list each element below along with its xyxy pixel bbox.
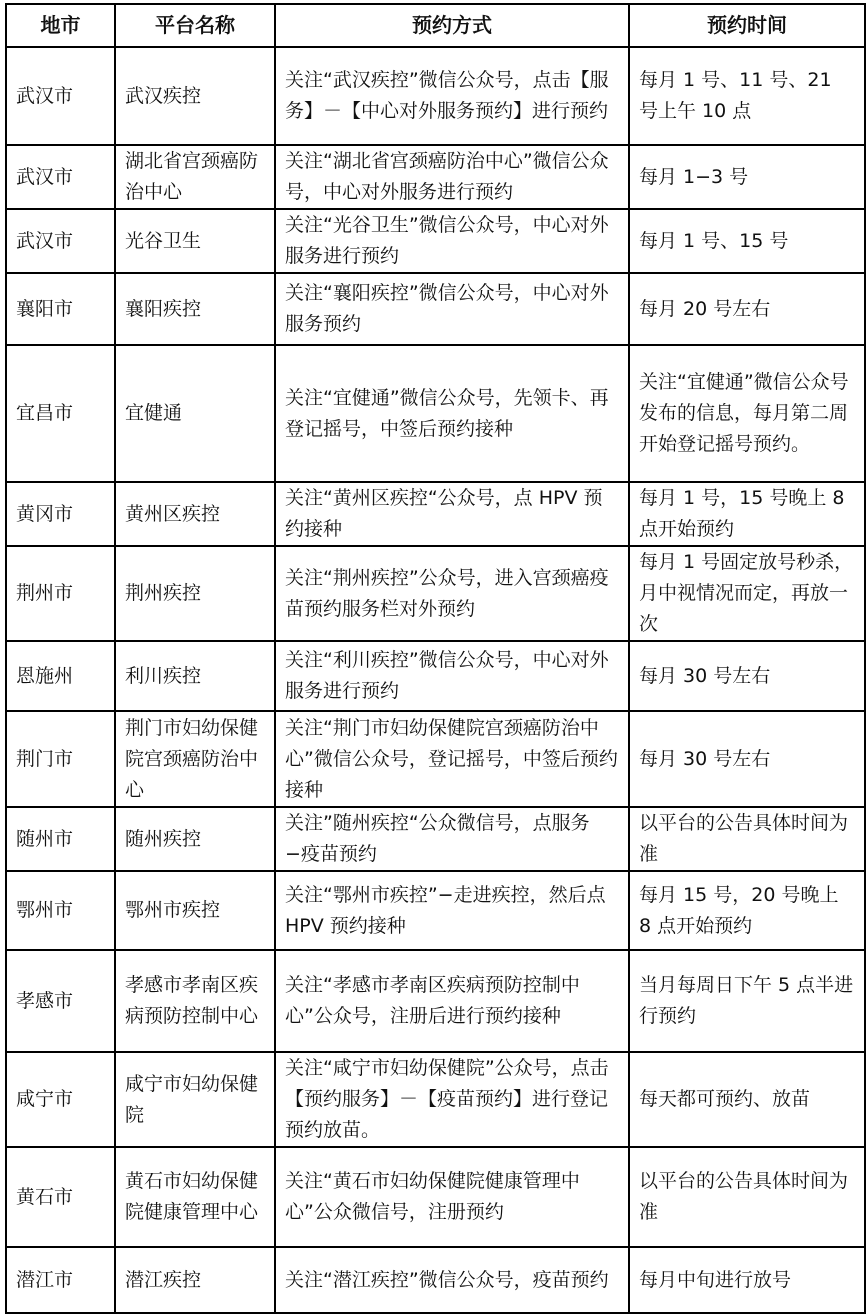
cell-method: 关注“荆门市妇幼保健院宫颈癌防治中心”微信公众号，登记摇号，中签后预约接种 — [275, 711, 629, 807]
cell-time: 每月 15 号，20 号晚上 8 点开始预约 — [629, 871, 865, 950]
cell-platform: 鄂州市疾控 — [115, 871, 275, 950]
table-row — [6, 345, 865, 482]
cell-city: 咸宁市 — [6, 1052, 115, 1147]
cell-method: 关注“鄂州市疾控”−走进疾控，然后点 HPV 预约接种 — [275, 871, 629, 950]
table-row — [6, 950, 865, 1052]
cell-time: 以平台的公告具体时间为准 — [629, 1147, 865, 1247]
cell-platform: 随州疾控 — [115, 807, 275, 871]
cell-time: 每月 1−3 号 — [629, 145, 865, 209]
cell-platform: 咸宁市妇幼保健院 — [115, 1052, 275, 1147]
cell-platform: 光谷卫生 — [115, 209, 275, 273]
cell-time: 关注“宜健通”微信公众号发布的信息，每月第二周开始登记摇号预约。 — [629, 345, 865, 482]
cell-city: 恩施州 — [6, 641, 115, 711]
cell-method: 关注“宜健通”微信公众号，先领卡、再登记摇号，中签后预约接种 — [275, 345, 629, 482]
cell-method: 关注“荆州疾控”公众号，进入宫颈癌疫苗预约服务栏对外预约 — [275, 546, 629, 641]
cell-city: 黄冈市 — [6, 482, 115, 546]
cell-method: 关注“孝感市孝南区疾病预防控制中心”公众号，注册后进行预约接种 — [275, 950, 629, 1052]
cell-time: 每月 30 号左右 — [629, 641, 865, 711]
header-method: 预约方式 — [275, 4, 629, 47]
cell-time: 每月 1 号、15 号 — [629, 209, 865, 273]
header-row — [6, 4, 865, 47]
cell-city: 襄阳市 — [6, 273, 115, 345]
table-row — [6, 546, 865, 641]
table-row — [6, 871, 865, 950]
cell-time: 当月每周日下午 5 点半进行预约 — [629, 950, 865, 1052]
cell-city: 宜昌市 — [6, 345, 115, 482]
cell-platform: 荆州疾控 — [115, 546, 275, 641]
cell-city: 随州市 — [6, 807, 115, 871]
cell-city: 荆州市 — [6, 546, 115, 641]
table-row — [6, 145, 865, 209]
cell-city: 武汉市 — [6, 145, 115, 209]
table-row — [6, 47, 865, 145]
cell-city: 潜江市 — [6, 1247, 115, 1313]
cell-city: 黄石市 — [6, 1147, 115, 1247]
cell-time: 每月 1 号、11 号、21 号上午 10 点 — [629, 47, 865, 145]
table-row — [6, 1147, 865, 1247]
table-row — [6, 807, 865, 871]
cell-time: 每月中旬进行放号 — [629, 1247, 865, 1313]
header-city: 地市 — [6, 4, 115, 47]
table-row — [6, 273, 865, 345]
table-row — [6, 209, 865, 273]
cell-platform: 黄州区疾控 — [115, 482, 275, 546]
cell-method: 关注“黄石市妇幼保健院健康管理中心”公众微信号，注册预约 — [275, 1147, 629, 1247]
cell-time: 每月 30 号左右 — [629, 711, 865, 807]
cell-platform: 荆门市妇幼保健院宫颈癌防治中心 — [115, 711, 275, 807]
hpv-appointment-table — [5, 3, 866, 1314]
cell-city: 鄂州市 — [6, 871, 115, 950]
cell-platform: 襄阳疾控 — [115, 273, 275, 345]
cell-time: 每月 20 号左右 — [629, 273, 865, 345]
table-row — [6, 482, 865, 546]
table-row — [6, 1052, 865, 1147]
table-row — [6, 1247, 865, 1313]
cell-platform: 孝感市孝南区疾病预防控制中心 — [115, 950, 275, 1052]
table-row — [6, 641, 865, 711]
cell-method: 关注“潜江疾控”微信公众号，疫苗预约 — [275, 1247, 629, 1313]
cell-time: 每月 1 号，15 号晚上 8 点开始预约 — [629, 482, 865, 546]
cell-platform: 黄石市妇幼保健院健康管理中心 — [115, 1147, 275, 1247]
cell-platform: 利川疾控 — [115, 641, 275, 711]
cell-method: 关注“湖北省宫颈癌防治中心”微信公众号，中心对外服务进行预约 — [275, 145, 629, 209]
header-platform: 平台名称 — [115, 4, 275, 47]
cell-method: 关注“武汉疾控”微信公众号，点击【服务】－【中心对外服务预约】进行预约 — [275, 47, 629, 145]
cell-time: 每月 1 号固定放号秒杀，月中视情况而定，再放一次 — [629, 546, 865, 641]
table-row — [6, 711, 865, 807]
header-time: 预约时间 — [629, 4, 865, 47]
cell-method: 关注“利川疾控”微信公众号，中心对外服务进行预约 — [275, 641, 629, 711]
cell-method: 关注“黄州区疾控“公众号，点 HPV 预约接种 — [275, 482, 629, 546]
cell-time: 以平台的公告具体时间为准 — [629, 807, 865, 871]
cell-city: 武汉市 — [6, 47, 115, 145]
cell-time: 每天都可预约、放苗 — [629, 1052, 865, 1147]
cell-platform: 武汉疾控 — [115, 47, 275, 145]
cell-method: 关注“咸宁市妇幼保健院”公众号，点击【预约服务】－【疫苗预约】进行登记预约放苗。 — [275, 1052, 629, 1147]
cell-platform: 潜江疾控 — [115, 1247, 275, 1313]
cell-city: 荆门市 — [6, 711, 115, 807]
cell-city: 武汉市 — [6, 209, 115, 273]
cell-platform: 宜健通 — [115, 345, 275, 482]
cell-method: 关注”随州疾控“公众微信号，点服务−疫苗预约 — [275, 807, 629, 871]
cell-method: 关注“光谷卫生”微信公众号，中心对外服务进行预约 — [275, 209, 629, 273]
cell-method: 关注“襄阳疾控”微信公众号，中心对外服务预约 — [275, 273, 629, 345]
cell-city: 孝感市 — [6, 950, 115, 1052]
cell-platform: 湖北省宫颈癌防治中心 — [115, 145, 275, 209]
